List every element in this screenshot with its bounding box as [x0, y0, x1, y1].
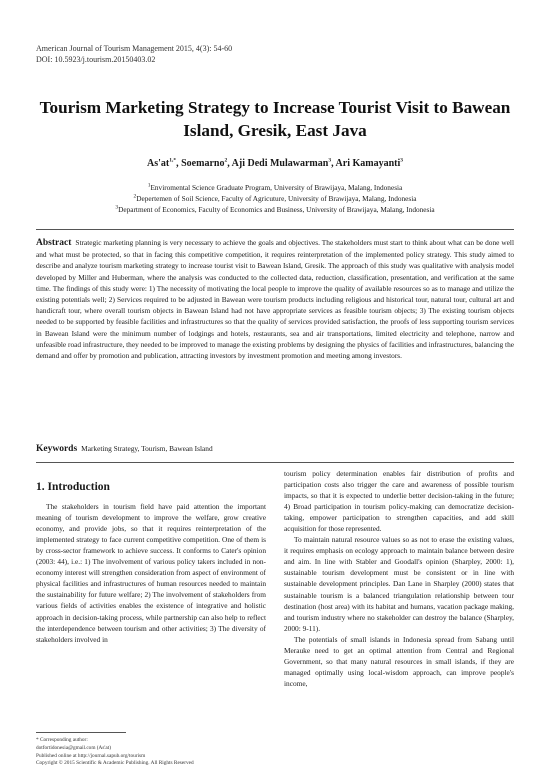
keywords-text: Marketing Strategy, Tourism, Bawean Island — [81, 444, 213, 453]
paper-title: Tourism Marketing Strategy to Increase Tourist Visit to Bawean Island, Gresik, East Java — [39, 98, 511, 140]
footnote-copyright: Copyright © 2015 Scientific & Academic Publishing. All Rights Reserved — [36, 760, 194, 767]
affiliation-text: Depertemen of Soil Science, Faculty of Agricuture, University of Brawijaya, Malang, Indonesia — [136, 194, 417, 204]
footnote-rule — [36, 732, 126, 733]
author-sup: 3 — [328, 157, 332, 164]
footnote-email: dotfortidonesia@gmail.com (As'at) — [36, 744, 111, 751]
affiliation-list — [30, 182, 520, 216]
affiliation-sup: 2 — [133, 193, 137, 200]
affiliation-sup: 1 — [147, 182, 151, 189]
affiliation-text: Enviromental Science Graduate Program, University of Brawijaya, Malang, Indonesia — [150, 183, 403, 192]
abstract-heading: Abstract — [36, 238, 72, 248]
author-sup: 1,* — [169, 157, 177, 164]
author-sup: 3 — [400, 157, 403, 164]
keywords — [36, 444, 514, 454]
affiliation-line — [30, 193, 520, 204]
footnote — [36, 737, 276, 768]
abstract-text: Strategic marketing planning is very necessary to achieve the goals and objectives. The stakeholders must start to think about what can be done well and what must be protected, so that in facing this competitive competition, it requires reinterpretation of the implemented policy strategy. This study aimed to describe and analyze tourism marketing strategy to increase tourist visit to Bawean Island, Gresik. The approach of this study was qualitative with analysis model developed by Miller and Huberman, where the analysis was conducted to the collected data, reduction, classification, presentation, and verification at the same time. The findings of this study were: 1) The necessity of motivating the local people to improve the quality of available resources so as to manage and utilize the existing potentials well; 2) Services required to be adjusted in Bawean were tourism products including religious and historical tour, natural tour, cultural art and handicraft tour, where overall tourism objects in Bawean Island had not have appropriate services as feasible tourism objects; 3) The existing tourism objects needed to be supported by feasible facilities and infrastructures so that the quality of services provided satisfaction, the proofs of less supporting tourism services in Bawean Island were the minimum number of lodgings and hotels, restaurants, sea and air transportations, limited electricity and telephone, narrow and unfeasible road infrastructure, they needed to be improved to manage the existing problems by designing the physics of facilities and infrastructures, balancing the demand and offer by promotion and publication, attracting investors by investment promotion and meeting among investors. — [36, 238, 515, 361]
affiliation-line — [30, 182, 520, 193]
journal-doi: DOI: 10.5923/j.tourism.20150403.02 — [36, 54, 156, 64]
keywords-bottom-rule — [36, 462, 514, 463]
author-name: Aji Dedi Mulawarman — [231, 158, 329, 169]
keywords-heading: Keywords — [36, 444, 78, 454]
abstract — [36, 237, 514, 361]
paragraph: To maintain natural resource values so as not to erase the existing values, it requires emphasis on ecology approach to maintain balance between desire and aim. In line with Stabler and Goodall's opinion (Sharpley, 2000: 1), sustainable tourism development must be consistent or in line with sustainable development principles. Dan Lane in Sharpley (2000) states that sustainable tourism is a balanced triangulation relationship between tour destination (host area) with its habitat and humans, vacation package making, and tourism industry where no stakeholder can destroy the balance (Sharpley, 2000: 9-11). — [284, 535, 514, 633]
left-column — [36, 468, 266, 645]
right-column — [284, 468, 514, 689]
journal-citation: American Journal of Tourism Management 2015, 4(3): 54-60 — [36, 44, 233, 53]
section-heading: 1. Introduction — [36, 481, 110, 493]
paragraph: The potentials of small islands in Indonesia spread from Sabang until Merauke need to get an optimal attention from Central and Regional Government, so that many natural resources in small islands, if they are managed optimally using local-wisdom approach, can improve people's income, — [284, 634, 514, 688]
affiliation-sup: 3 — [115, 204, 119, 211]
author-name: Soemarno — [181, 158, 225, 169]
paragraph: The stakeholders in tourism field have paid attention the important meaning of tourism development to improve the welfare, grow creative economy, and provide jobs, so that it requires reinterpretation of the implemented strategy to face current competitive competition. One of them is by cross-sector framework to achieve success. It conforms to Cater's opinion (2003: 44), i.e.: 1) The involvement of various policy takers included in non-economy interest will strengthen consideration from aspect of environment of physical facilities and infrastructures of human resources needed to maintain the sustainability for future welfare; 2) The involvement of stakeholders from various fields of activities enables the existence of integrative and holistic approach in decision-taking process, while partnership can also help to reflect the interdependence between tourism and other activities; 3) The diversity of stakeholders involved in — [36, 502, 266, 644]
affiliation-line — [30, 204, 520, 215]
affiliation-text: Department of Economics, Faculty of Economics and Business, University of Brawijaya, Malang, Indonesia — [118, 205, 435, 215]
paragraph: tourism policy determination enables fair distribution of profits and participation costs also trigger the care and awareness of possible tourism impacts, so that it is expected to underlie better decision-taking in the future; 4) Broad participation in tourism policy-making can democratize decision-taking, empower participation to strengthen capacities, and add skill acquisition for those represented. — [284, 469, 514, 534]
abstract-top-rule — [36, 229, 514, 230]
author-name: As'at — [147, 158, 170, 169]
author-sup: 2 — [224, 157, 228, 164]
journal-header — [36, 44, 232, 65]
author-name: Ari Kamayanti — [335, 158, 401, 169]
author-list: $As'at^{1,*}$, Soemarno$^2$, Aji Dedi Mulawarman$^3$, Ari Kamayanti$^3$ — [147, 157, 403, 169]
footnote-published: Published online at http://journal.sapub.org/tourism — [36, 752, 146, 759]
footnote-corresponding: * Corresponding author: — [36, 737, 88, 743]
